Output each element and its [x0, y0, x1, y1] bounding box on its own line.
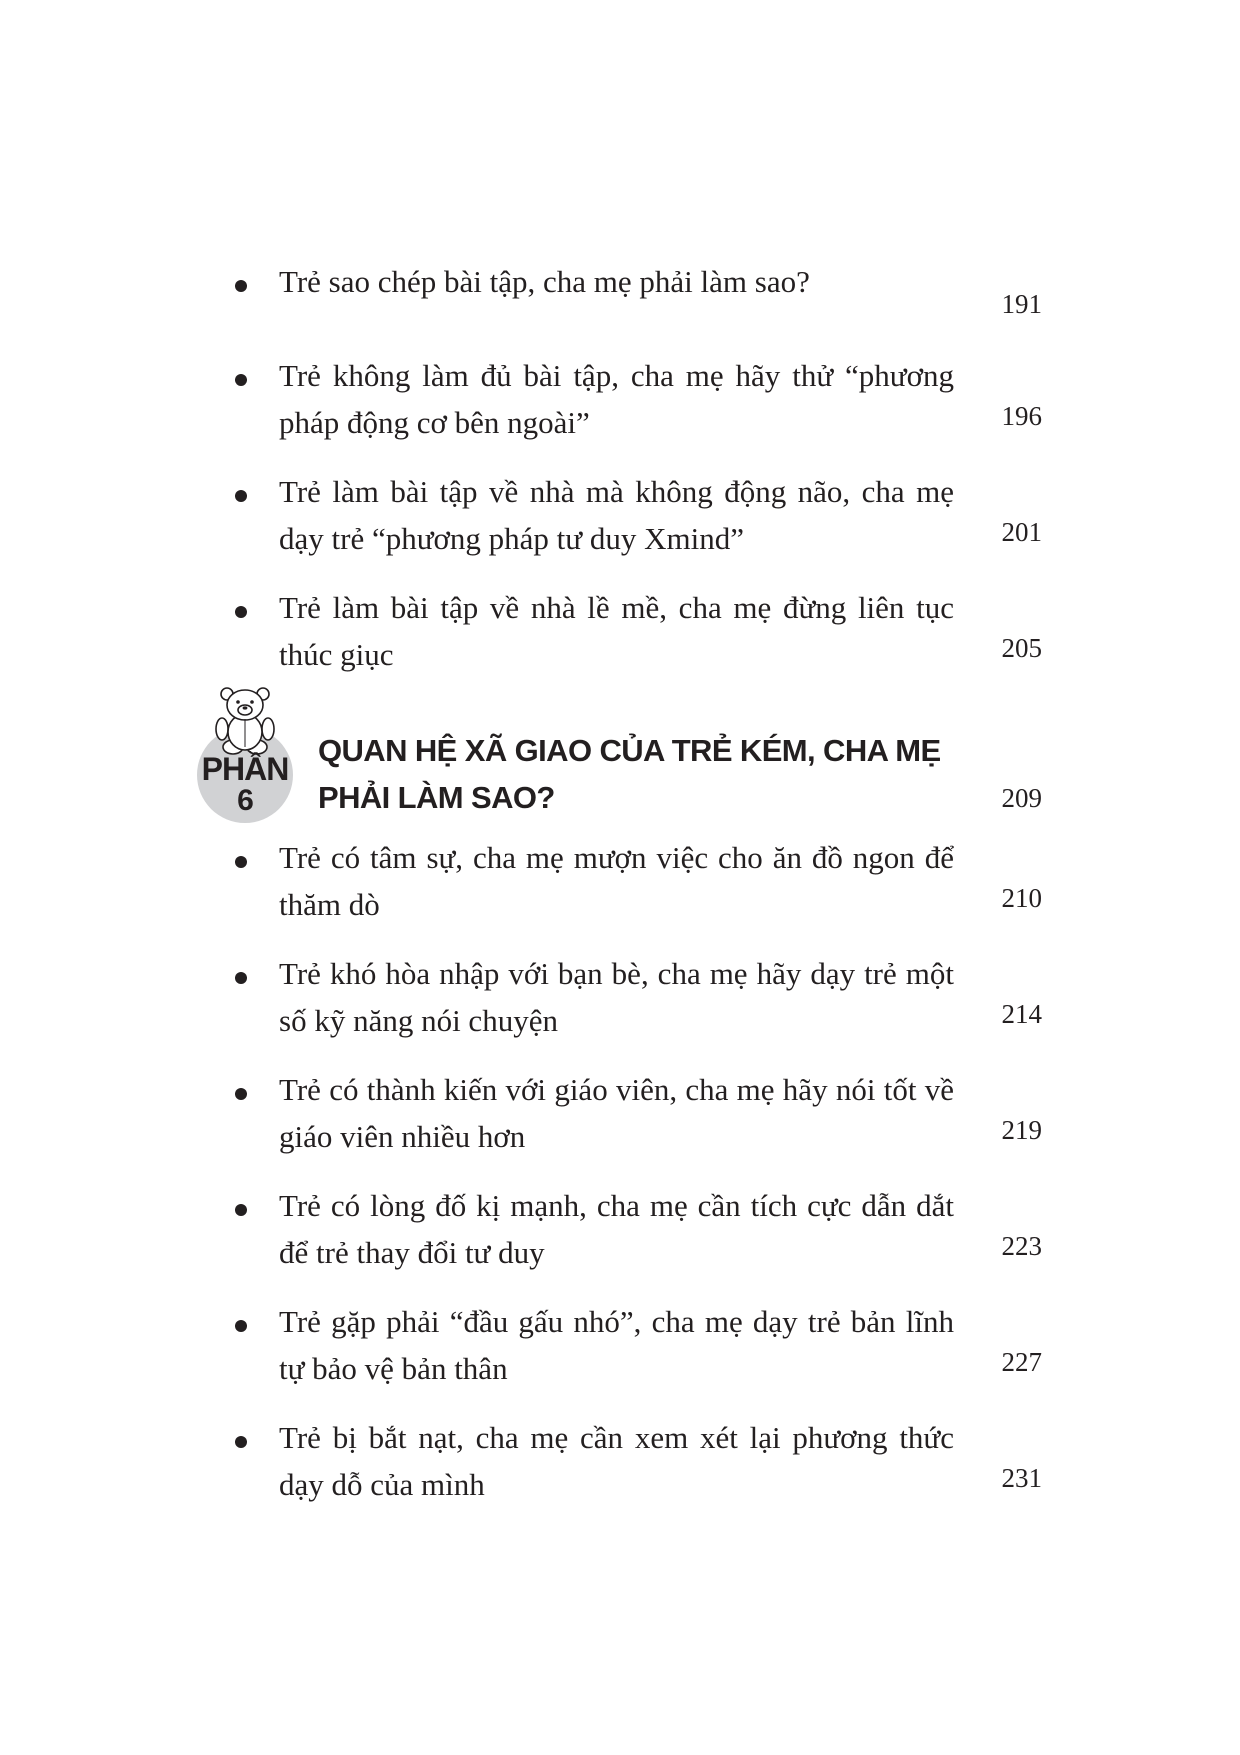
bullet-icon	[235, 972, 247, 984]
toc-entry-title: Trẻ sao chép bài tập, cha mẹ phải làm sao?	[279, 264, 810, 299]
toc-entry-title: Trẻ khó hòa nhập với bạn bè, cha mẹ hãy dạy trẻ một số kỹ năng nói chuyện	[279, 956, 954, 1038]
teddy-bear-icon	[213, 685, 277, 755]
part-label: PHẦN	[201, 751, 289, 787]
toc-entry-title: Trẻ làm bài tập về nhà mà không động não, cha mẹ dạy trẻ “phương pháp tư duy Xmind”	[279, 474, 954, 556]
toc-entry-page-number: 227	[1001, 1347, 1042, 1377]
toc-entry-title: Trẻ gặp phải “đầu gấu nhó”, cha mẹ dạy trẻ bản lĩnh tự bảo vệ bản thân	[279, 1304, 954, 1386]
part-page-number: 209	[1001, 783, 1042, 813]
toc-entry-page-number: 219	[1001, 1115, 1042, 1145]
bullet-icon	[235, 280, 247, 292]
bullet-icon	[235, 1320, 247, 1332]
toc-entry-title: Trẻ không làm đủ bài tập, cha mẹ hãy thử “phương pháp động cơ bên ngoài”	[279, 358, 954, 440]
bullet-icon	[235, 1204, 247, 1216]
toc-entry-page-number: 231	[1001, 1463, 1042, 1493]
toc-entry-page-number: 223	[1001, 1231, 1042, 1261]
part-title: QUAN HỆ XÃ GIAO CỦA TRẺ KÉM, CHA MẸ PHẢI LÀM SAO?	[318, 733, 941, 815]
part-header	[0, 685, 1240, 825]
toc-entry-title: Trẻ có thành kiến với giáo viên, cha mẹ hãy nói tốt về giáo viên nhiều hơn	[279, 1072, 954, 1154]
part-badge	[195, 685, 295, 825]
toc-entry-page-number: 214	[1001, 999, 1042, 1029]
bullet-icon	[235, 606, 247, 618]
toc-entry-title: Trẻ có tâm sự, cha mẹ mượn việc cho ăn đồ ngon để thăm dò	[279, 840, 954, 922]
bullet-icon	[235, 374, 247, 386]
toc-entry-page-number: 205	[1001, 633, 1042, 663]
bullet-icon	[235, 1436, 247, 1448]
toc-entry-page-number: 191	[1001, 289, 1042, 319]
bullet-icon	[235, 1088, 247, 1100]
part-number: 6	[237, 784, 253, 817]
toc-entry-title: Trẻ bị bắt nạt, cha mẹ cần xem xét lại phương thức dạy dỗ của mình	[279, 1420, 954, 1502]
toc-entry-page-number: 210	[1001, 883, 1042, 913]
bullet-icon	[235, 856, 247, 868]
toc-entry-page-number: 201	[1001, 517, 1042, 547]
bullet-icon	[235, 490, 247, 502]
toc-entry-title: Trẻ có lòng đố kị mạnh, cha mẹ cần tích cực dẫn dắt để trẻ thay đổi tư duy	[279, 1188, 954, 1270]
toc-entry-page-number: 196	[1001, 401, 1042, 431]
toc-entry-title: Trẻ làm bài tập về nhà lề mề, cha mẹ đừng liên tục thúc giục	[279, 590, 954, 672]
